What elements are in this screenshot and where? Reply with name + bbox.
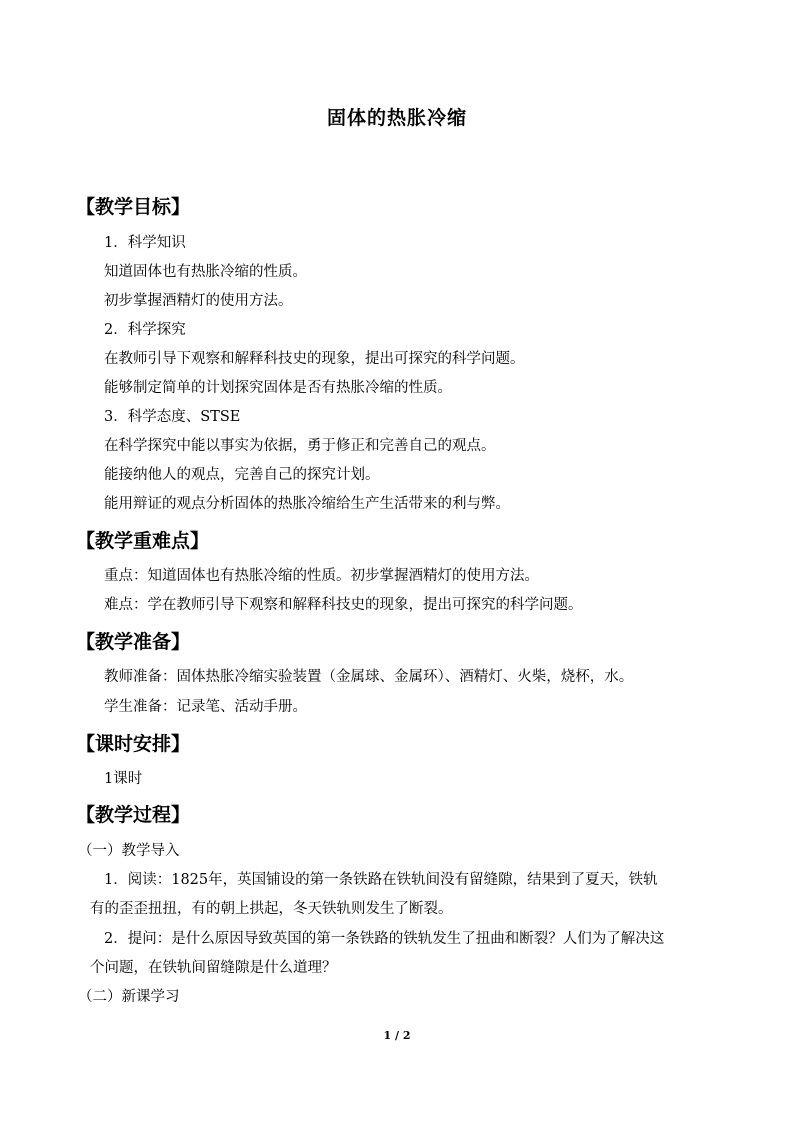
- subheading-knowledge: 1．科学知识: [104, 235, 186, 251]
- goal-line: 能够制定简单的计划探究固体是否有热胀冷缩的性质。: [104, 380, 452, 396]
- goal-line: 在科学探究中能以事实为依据，勇于修正和完善自己的观点。: [104, 438, 496, 454]
- process-part-intro: （一）教学导入: [78, 843, 180, 859]
- schedule-line: 1课时: [104, 771, 143, 787]
- page-title: 固体的热胀冷缩: [326, 107, 467, 129]
- keypoint-line: 难点：学在教师引导下观察和解释科技史的现象，提出可探究的科学问题。: [104, 597, 583, 613]
- page-number: 1 / 2: [383, 1029, 411, 1042]
- goal-line: 能接纳他人的观点，完善自己的探究计划。: [104, 467, 380, 483]
- section-heading-keypoints: 【教学重难点】: [76, 530, 210, 552]
- goal-line: 知道固体也有热胀冷缩的性质。: [104, 264, 307, 280]
- process-paragraph-line: 2．提问：是什么原因导致英国的第一条铁路的铁轨发生了扭曲和断裂？人们为了解决这: [104, 931, 665, 947]
- process-paragraph-line: 1．阅读：1825年，英国铺设的第一条铁路在铁轨间没有留缝隙，结果到了夏天，铁轨: [104, 872, 658, 888]
- subheading-attitude: 3．科学态度、STSE: [104, 409, 241, 425]
- subheading-inquiry: 2．科学探究: [104, 322, 186, 338]
- prep-line: 教师准备：固体热胀冷缩实验装置（金属球、金属环）、酒精灯、火柴，烧杯，水。: [104, 669, 634, 685]
- section-heading-goals: 【教学目标】: [76, 196, 191, 218]
- goal-line: 能用辩证的观点分析固体的热胀冷缩给生产生活带来的利与弊。: [104, 496, 510, 512]
- process-paragraph-line: 个问题，在铁轨间留缝隙是什么道理？: [90, 960, 337, 976]
- keypoint-line: 重点：知道固体也有热胀冷缩的性质。初步掌握酒精灯的使用方法。: [104, 568, 539, 584]
- goal-line: 初步掌握酒精灯的使用方法。: [104, 293, 293, 309]
- section-heading-process: 【教学过程】: [76, 804, 191, 826]
- goal-line: 在教师引导下观察和解释科技史的现象，提出可探究的科学问题。: [104, 351, 525, 367]
- process-paragraph-line: 有的歪歪扭扭，有的朝上拱起，冬天铁轨则发生了断裂。: [90, 901, 453, 917]
- prep-line: 学生准备：记录笔、活动手册。: [104, 699, 307, 715]
- section-heading-schedule: 【课时安排】: [76, 733, 191, 755]
- section-heading-prep: 【教学准备】: [76, 631, 191, 653]
- process-part-new: （二）新课学习: [78, 989, 180, 1005]
